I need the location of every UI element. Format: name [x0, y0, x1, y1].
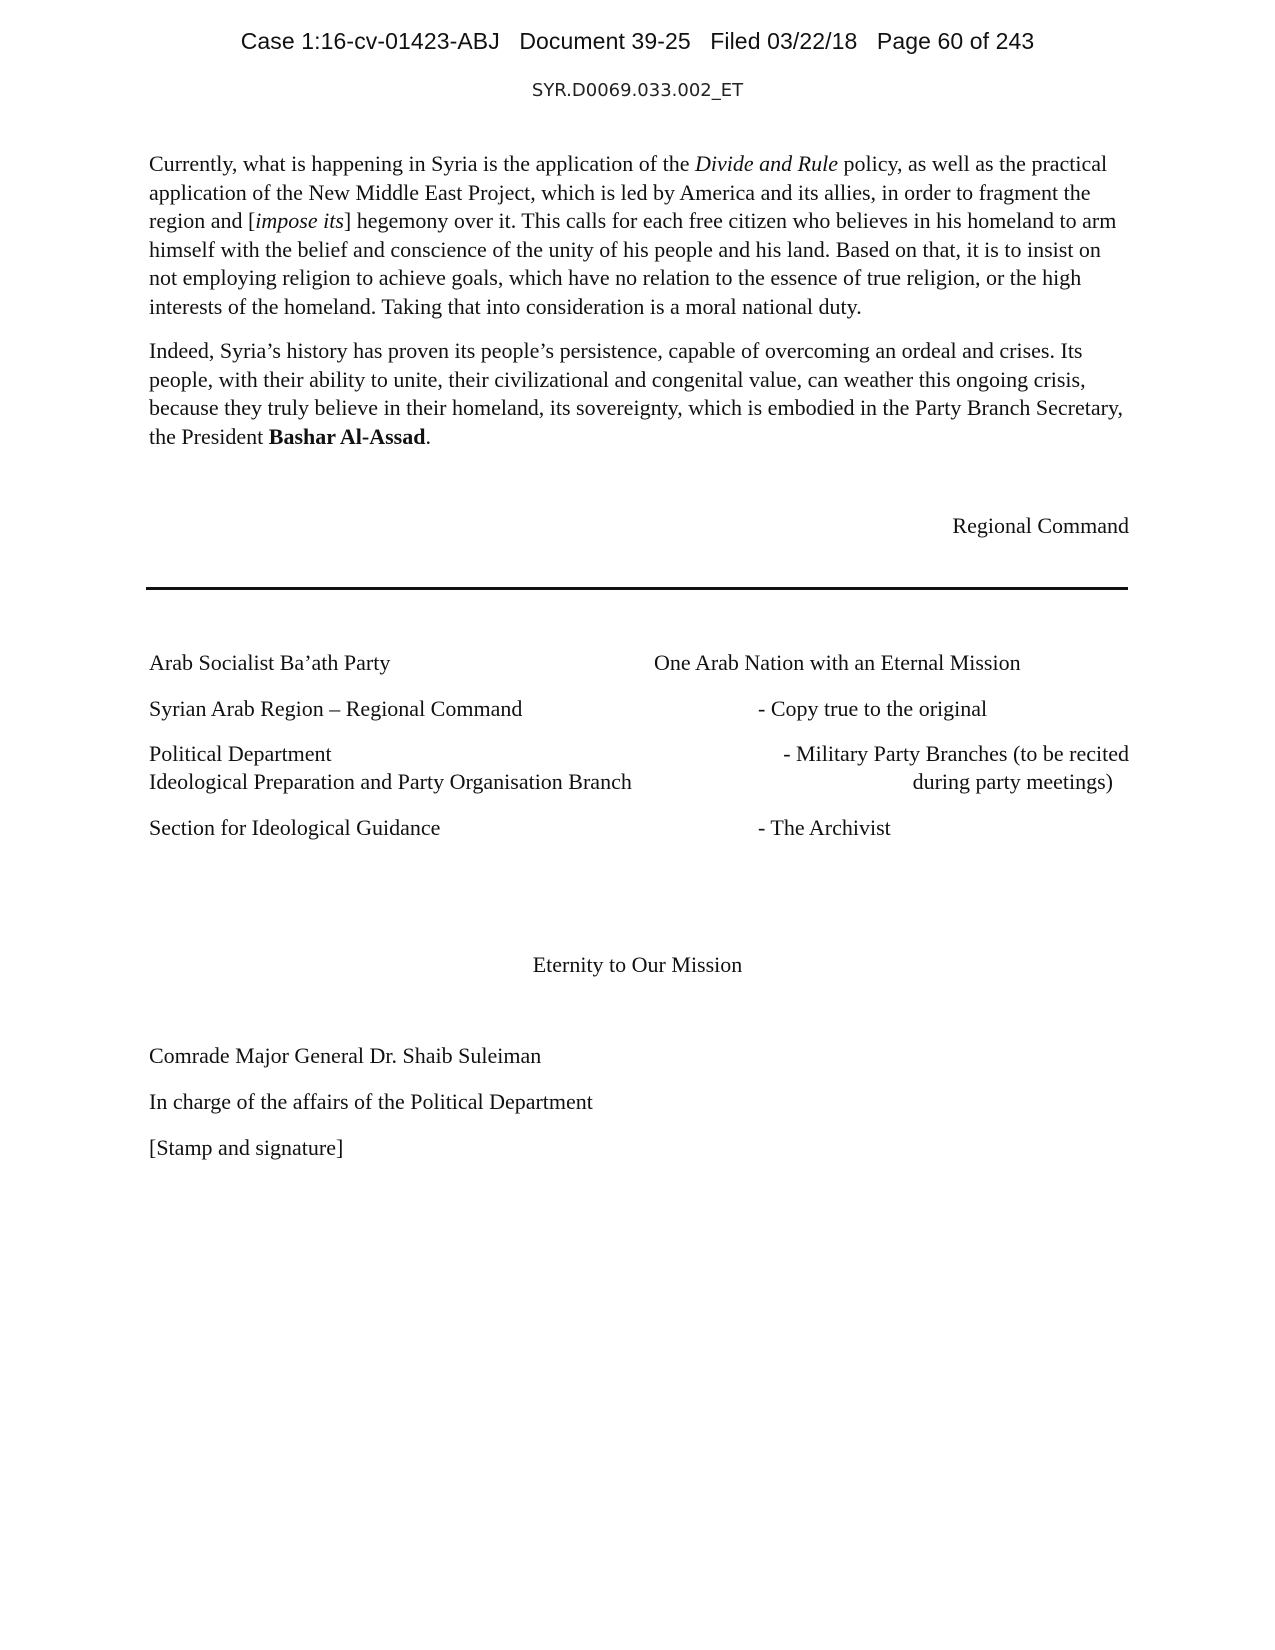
region-command: Syrian Arab Region – Regional Command	[149, 696, 523, 721]
archivist-note: - The Archivist	[758, 815, 891, 840]
signatory-name: Comrade Major General Dr. Shaib Suleiman	[149, 1043, 542, 1068]
document-id: SYR.D0069.033.002_ET	[531, 80, 744, 101]
regional-command-signature: Regional Command	[952, 513, 1129, 538]
paragraph-divide-and-rule	[149, 150, 1129, 321]
paragraph-syria-history	[149, 337, 1129, 451]
signatory-role: In charge of the affairs of the Political Department	[149, 1089, 593, 1114]
paragraph1-text-b: policy, as well as the practical application of the New Middle East Project, which is led by America and its allies, in order to fragment the region and [	[149, 151, 1108, 233]
paragraph2-end: .	[425, 423, 431, 449]
president-name: Bashar Al-Assad	[268, 423, 426, 449]
paragraph2-text: Indeed, Syria’s history has proven its people’s persistence, capable of overcoming an ordeal and crises. Its people, with their ability to unite, their civilizational and congenital value, can weather this ongoing crisis, because they truly believe in their homeland, its sovereignty, which is embodied in the Party Branch Secretary, the President	[149, 338, 1124, 449]
paragraph1-italic-divide-and-rule: Divide and Rule	[695, 151, 838, 176]
party-name: Arab Socialist Ba’ath Party	[149, 650, 391, 675]
paragraph1-text-a: Currently, what is happening in Syria is the application of the	[149, 151, 696, 176]
military-branches-line2: during party meetings)	[912, 769, 1113, 794]
military-branches-line1: - Military Party Branches (to be recited	[783, 741, 1129, 766]
separator-line	[146, 587, 1128, 590]
stamp-and-signature: [Stamp and signature]	[149, 1135, 344, 1160]
ideological-branch: Ideological Preparation and Party Organisation Branch	[149, 769, 632, 794]
copy-true-note: - Copy true to the original	[758, 696, 988, 721]
paragraph1-italic-impose-its: impose its	[255, 208, 344, 233]
ideological-guidance-section: Section for Ideological Guidance	[149, 815, 441, 840]
closing-motto: Eternity to Our Mission	[532, 952, 743, 977]
case-header: Case 1:16-cv-01423-ABJ Document 39-25 Filed 03/22/18 Page 60 of 243	[240, 28, 1035, 54]
political-department: Political Department	[149, 741, 332, 766]
party-motto: One Arab Nation with an Eternal Mission	[654, 650, 1021, 675]
paragraph1-text-c: ] hegemony over it. This calls for each free citizen who believes in his homeland to arm himself with the belief and conscience of the unity of his people and his land. Based on that, it is to insist on not employing religion to achieve goals, which have no relation to the essence of true religion, or the high interests of the homeland. Taking that into consideration is a moral national duty.	[149, 208, 1117, 319]
